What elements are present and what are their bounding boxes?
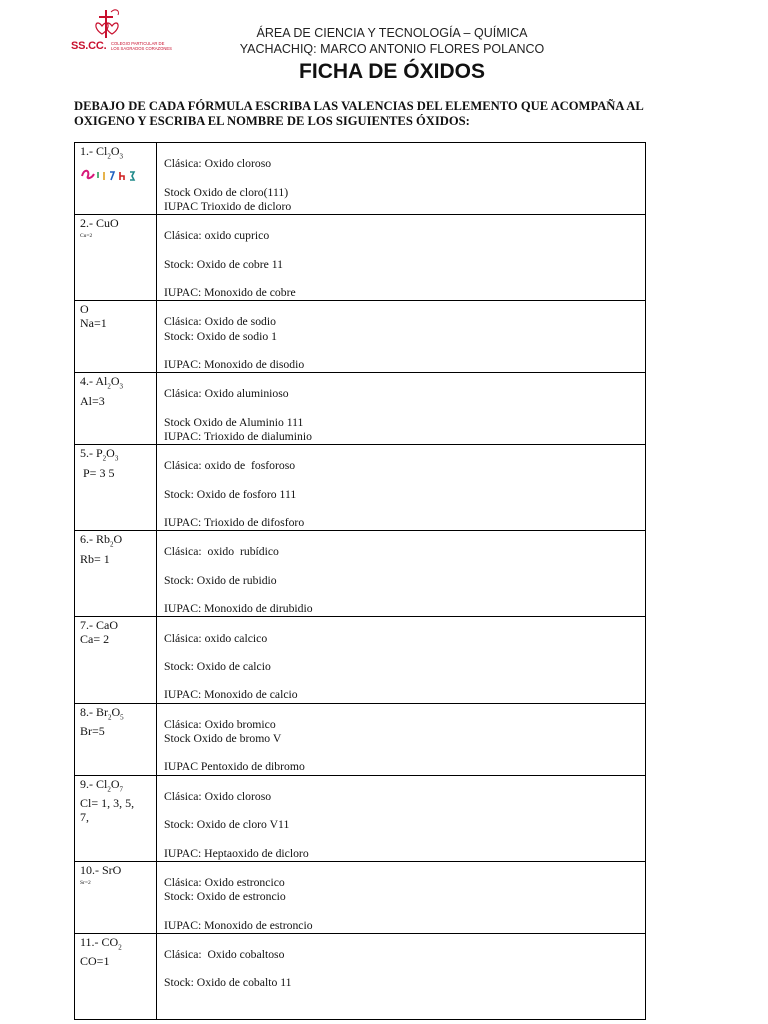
formula-element: 6.- Rb <box>80 532 110 547</box>
formula-cell <box>75 703 157 775</box>
oxide-name-line: Clásica: Oxido de sodio <box>164 315 276 329</box>
names-cell <box>157 775 646 861</box>
oxide-name-line <box>164 215 645 229</box>
formula-cell <box>75 214 157 300</box>
oxide-name-line: IUPAC: Monoxido de dirubidio <box>164 602 313 616</box>
formula-cell <box>75 143 157 215</box>
oxide-formula <box>80 618 156 632</box>
oxide-name-line: Stock Oxido de cloro(111) <box>164 185 289 199</box>
valence-note: Cl= 1, 3, 5, <box>80 796 135 811</box>
oxide-name-line: Stock: Oxido de estroncio <box>164 890 286 904</box>
oxide-formula <box>80 216 156 230</box>
oxide-name-line: Stock Oxido de bromo V <box>164 732 282 746</box>
oxide-name-line: IUPAC Trioxido de dicloro <box>164 199 292 213</box>
oxide-name-line: Clásica: Oxido aluminioso <box>164 387 289 401</box>
header-teacher-line: YACHACHIQ: MARCO ANTONIO FLORES POLANCO <box>239 42 545 56</box>
oxide-name-line <box>164 776 645 790</box>
formula-cell <box>75 445 157 531</box>
valence-note: Al=3 <box>80 393 105 408</box>
oxide-name-line <box>164 143 645 157</box>
oxide-name-line: Clásica: oxido calcico <box>164 631 268 645</box>
oxide-name-line: Stock: Oxido de rubidio <box>164 573 277 587</box>
formula-element: 9.- Cl <box>80 776 108 791</box>
formula-element: O <box>80 302 89 317</box>
oxide-name-line <box>164 560 645 574</box>
oxide-name-line: Stock: Oxido de calcio <box>164 660 271 674</box>
names-cell <box>157 143 646 215</box>
oxide-name-line: Stock: Oxido de cobre 11 <box>164 257 284 271</box>
formula-oxygen: O <box>111 704 121 719</box>
oxide-name-line <box>164 934 645 948</box>
formula-oxygen: O <box>110 144 120 158</box>
formula-subscript: 5 <box>120 713 124 722</box>
oxide-name-line <box>164 704 645 718</box>
oxide-name-line: Clásica: Oxido cloroso <box>164 789 272 803</box>
formula-cell <box>75 617 157 703</box>
formula-subscript: 2 <box>102 454 107 463</box>
valence-note: 10.- SrO <box>80 862 122 877</box>
oxide-row <box>75 143 646 215</box>
oxide-name-line: IUPAC: Monoxido de calcio <box>164 688 298 702</box>
names-cell <box>157 531 646 617</box>
formula-element: 2.- CuO <box>80 215 119 230</box>
formula-cell <box>75 531 157 617</box>
valence-note: Rb= 1 <box>80 551 110 566</box>
instructions: DEBAJO DE CADA FÓRMULA ESCRIBA LAS VALENCIAS DEL ELEMENTO QUE ACOMPAÑA AL OXIGENO Y ESCRIBA EL NOMBRE DE LOS SIGUIENTES ÓXIDOS: <box>74 99 644 128</box>
oxide-name-line: Clásica: Oxido bromico <box>164 717 276 731</box>
oxide-name-line <box>164 804 645 818</box>
valence-note: 7, <box>80 810 89 825</box>
formula-element: 7.- CaO <box>80 618 118 633</box>
oxide-name-line: IUPAC: Monoxido de disodio <box>164 357 305 371</box>
page-title: FICHA DE ÓXIDOS <box>299 60 485 83</box>
oxide-name-line: Clásica: oxido cuprico <box>164 229 270 243</box>
oxide-name-line <box>164 832 645 846</box>
oxide-name-line <box>164 171 645 185</box>
oxide-name-line <box>164 272 645 286</box>
formula-subscript: 3 <box>119 382 124 391</box>
formula-subscript: 2 <box>118 943 122 952</box>
formula-subscript: 2 <box>110 540 114 549</box>
oxide-name-line <box>164 904 645 918</box>
names-cell <box>157 214 646 300</box>
formula-cell <box>75 373 157 445</box>
formula-cell <box>75 301 157 373</box>
valence-small-note: Cu=2 <box>80 232 93 239</box>
formula-oxygen: O <box>110 776 120 791</box>
oxide-name-line <box>164 674 645 688</box>
oxide-row <box>75 933 646 1019</box>
oxide-name-line: Clásica: Oxido estroncico <box>164 875 285 889</box>
names-cell <box>157 933 646 1019</box>
valence-note: CO=1 <box>80 954 110 969</box>
names-cell <box>157 301 646 373</box>
oxide-formula <box>80 935 156 954</box>
names-cell <box>157 617 646 703</box>
names-cell <box>157 861 646 933</box>
oxide-name-line <box>164 617 645 631</box>
valence-note: P= 3 5 <box>80 465 115 480</box>
formula-element: 8.- Br <box>80 704 108 719</box>
formula-subscript: 3 <box>119 152 124 161</box>
oxide-name-line: IUPAC Pentoxido de dibromo <box>164 760 305 774</box>
oxide-name-line: Stock: Oxido de sodio 1 <box>164 329 277 343</box>
oxide-name-line <box>164 344 645 358</box>
oxide-name-line <box>164 746 645 760</box>
oxide-name-line <box>164 445 645 459</box>
oxide-row <box>75 531 646 617</box>
oxide-row <box>75 445 646 531</box>
formula-element: 11.- CO <box>80 934 119 949</box>
oxide-name-line: IUPAC: Trioxido de difosforo <box>164 516 305 530</box>
formula-cell <box>75 933 157 1019</box>
formula-element: 4.- Al <box>80 374 108 389</box>
oxide-formula <box>80 374 156 393</box>
formula-subscript: 7 <box>119 785 124 794</box>
formula-subscript: 2 <box>107 152 111 161</box>
valence-note: Ca= 2 <box>80 632 110 647</box>
oxide-name-line: Clásica: Oxido cobaltoso <box>164 947 285 961</box>
oxide-name-line: IUPAC: Monoxido de cobre <box>164 285 296 299</box>
oxide-name-line <box>164 991 645 1005</box>
oxide-name-line: Clásica: oxido de fosforoso <box>164 459 296 473</box>
names-cell <box>157 445 646 531</box>
oxide-name-line <box>164 862 645 876</box>
oxide-name-line <box>164 531 645 545</box>
oxide-name-line <box>164 588 645 602</box>
header-area-line: ÁREA DE CIENCIA Y TECNOLOGÍA – QUÍMICA <box>256 26 528 40</box>
oxide-formula <box>80 446 156 465</box>
oxide-name-line <box>164 1005 645 1019</box>
formula-subscript: 2 <box>107 785 111 794</box>
oxide-name-line: Stock: Oxido de cloro V11 <box>164 818 290 832</box>
formula-oxygen: O <box>113 532 123 547</box>
oxides-table <box>74 142 646 1020</box>
oxide-formula <box>80 302 156 316</box>
oxide-row <box>75 301 646 373</box>
formula-cell <box>75 775 157 861</box>
oxide-name-line <box>164 962 645 976</box>
oxide-name-line <box>164 301 645 315</box>
formula-subscript: 2 <box>108 713 112 722</box>
logo-school-name: COLEGIO PARTICULAR DE LOS SAGRADOS CORAZONES <box>111 41 172 51</box>
oxide-formula <box>80 705 156 724</box>
oxide-name-line <box>164 474 645 488</box>
oxide-name-line <box>164 646 645 660</box>
oxide-name-line <box>164 243 645 257</box>
oxide-name-line: IUPAC: Monoxido de estroncio <box>164 918 313 932</box>
oxide-name-line: IUPAC: Trioxido de dialuminio <box>164 429 312 443</box>
oxide-row <box>75 617 646 703</box>
formula-subscript: 3 <box>114 454 119 463</box>
oxide-row <box>75 703 646 775</box>
oxide-name-line: IUPAC: Heptaoxido de dicloro <box>164 846 309 860</box>
oxide-row <box>75 214 646 300</box>
oxide-row <box>75 861 646 933</box>
oxide-name-line <box>164 402 645 416</box>
oxide-formula <box>80 532 156 551</box>
oxide-name-line: Stock: Oxido de cobalto 11 <box>164 976 292 990</box>
oxide-name-line: Stock Oxido de Aluminio 111 <box>164 415 304 429</box>
valence-note: Br=5 <box>80 724 105 739</box>
oxide-name-line: Clásica: Oxido cloroso <box>164 157 272 171</box>
names-cell <box>157 373 646 445</box>
formula-element: 5.- P <box>80 446 103 461</box>
oxide-row <box>75 775 646 861</box>
logo-wordmark: SS.CC. <box>71 40 107 52</box>
oxide-name-line <box>164 502 645 516</box>
oxide-formula <box>80 144 156 163</box>
oxide-formula <box>80 777 156 796</box>
formula-cell <box>75 861 157 933</box>
oxide-name-line <box>164 373 645 387</box>
valence-small-note: Sr=2 <box>80 879 91 886</box>
oxide-name-line: Stock: Oxido de fosforo 111 <box>164 487 297 501</box>
formula-oxygen: O <box>110 374 120 389</box>
formula-oxygen: O <box>106 446 115 461</box>
oxide-name-line: Clásica: oxido rubídico <box>164 545 279 559</box>
valence-note: Na=1 <box>80 316 107 331</box>
formula-element: 1.- Cl <box>80 144 108 158</box>
formula-subscript: 2 <box>107 382 111 391</box>
handwritten-valence-scribble <box>80 166 144 184</box>
names-cell <box>157 703 646 775</box>
oxide-row <box>75 373 646 445</box>
